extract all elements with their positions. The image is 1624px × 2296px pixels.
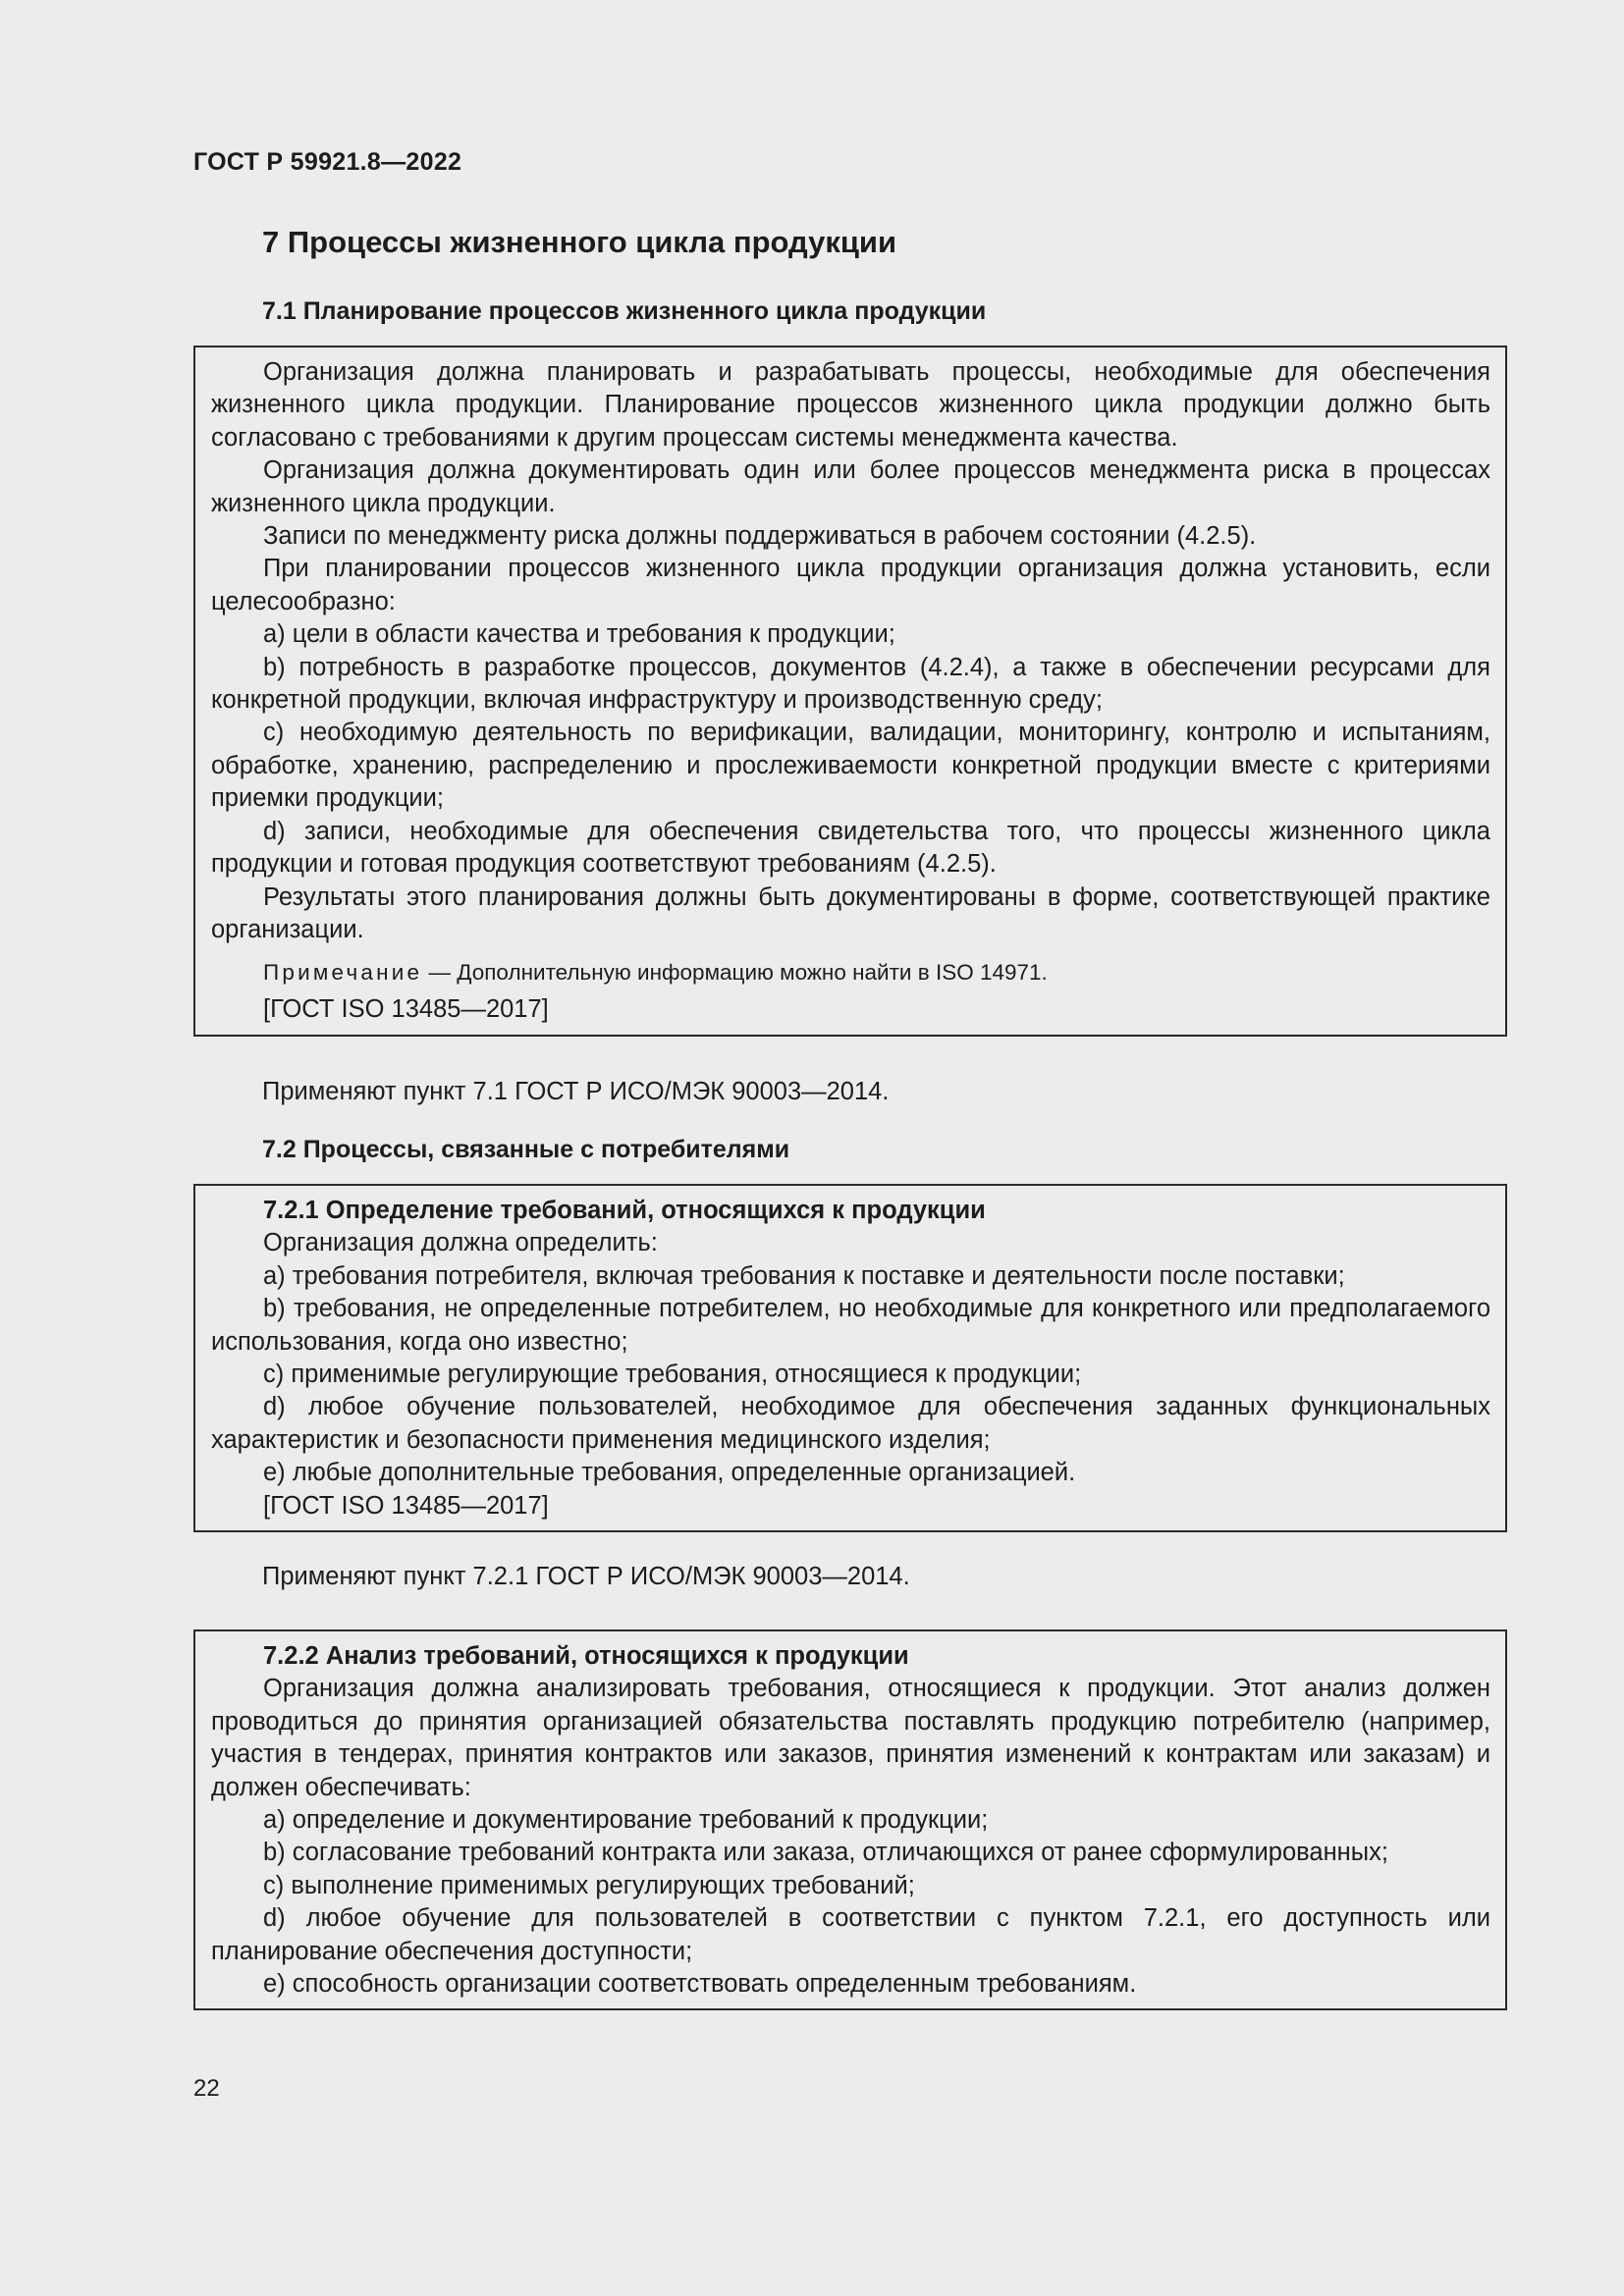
document-code-header: ГОСТ Р 59921.8—2022	[193, 148, 462, 176]
note-text: — Дополнительную информацию можно найти в ISO 14971.	[422, 960, 1048, 986]
list-item: e) любые дополнительные требования, определенные организацией.	[263, 1459, 1076, 1487]
quote-box-7-1	[193, 346, 1507, 1037]
paragraph: Организация должна определить:	[263, 1229, 658, 1257]
page-number: 22	[193, 2075, 220, 2102]
section-7-title: 7 Процессы жизненного цикла продукции	[262, 225, 897, 259]
list-item: c) необходимую деятельность по верификации, валидации, мониторингу, контролю и испытаниям, обработке, хранению, распределению и прослеживаемости конкретной продукции вместе с критериями приемки продукции;	[211, 719, 1490, 813]
paragraph: Организация должна анализировать требования, относящиеся к продукции. Этот анализ должен проводиться до принятия организацией обязательства поставлять продукцию потребителю (например, участия в тендерах, принятия контрактов или заказов, принятия изменений к контрактам или заказам) и должен обеспечивать:	[211, 1675, 1490, 1801]
paragraph: Результаты этого планирования должны быть документированы в форме, соответствующей практике организации.	[211, 882, 1490, 943]
list-item: d) записи, необходимые для обеспечения свидетельства того, что процессы жизненного цикла продукции и готовая продукция соответствуют требованиям (4.2.5).	[211, 817, 1490, 879]
list-item: a) определение и документирование требований к продукции;	[263, 1806, 989, 1835]
list-item: c) применимые регулирующие требования, относящиеся к продукции;	[263, 1361, 1082, 1389]
section-7-2-title: 7.2 Процессы, связанные с потребителями	[262, 1136, 790, 1163]
list-item: c) выполнение применимых регулирующих требований;	[263, 1871, 915, 1899]
applies-statement-7-1: Применяют пункт 7.1 ГОСТ Р ИСО/МЭК 90003—2014.	[262, 1078, 890, 1105]
section-7-1-title: 7.1 Планирование процессов жизненного цикла продукции	[262, 297, 987, 325]
applies-statement-7-2-1: Применяют пункт 7.2.1 ГОСТ Р ИСО/МЭК 90003—2014.	[262, 1563, 910, 1590]
source-reference: [ГОСТ ISO 13485—2017]	[263, 1491, 549, 1520]
note-label: Примечание	[263, 960, 423, 986]
subsection-7-2-1-title: 7.2.1 Определение требований, относящихся к продукции	[263, 1197, 986, 1224]
list-item: a) требования потребителя, включая требования к поставке и деятельности после поставки;	[263, 1261, 1345, 1290]
paragraph: Организация должна планировать и разрабатывать процессы, необходимые для обеспечения жизненного цикла продукции. Планирование процессов жизненного цикла продукции должно быть согласовано с требованиями к другим процессам системы менеджмента качества.	[211, 358, 1490, 452]
quote-box-7-2-1	[193, 1184, 1507, 1532]
paragraph: Организация должна документировать один или более процессов менеджмента риска в процессах жизненного цикла продукции.	[211, 456, 1490, 517]
list-item: a) цели в области качества и требования к продукции;	[263, 620, 895, 649]
list-item: e) способность организации соответствовать определенным требованиям.	[263, 1970, 1137, 1999]
list-item: d) любое обучение для пользователей в соответствии с пунктом 7.2.1, его доступность или планирование обеспечения доступности;	[211, 1904, 1490, 1965]
list-item: b) требования, не определенные потребителем, но необходимые для конкретного или предполагаемого использования, когда оно известно;	[211, 1295, 1490, 1356]
list-item: d) любое обучение пользователей, необходимое для обеспечения заданных функциональных характеристик и безопасности применения медицинского изделия;	[211, 1393, 1490, 1454]
list-item: b) согласование требований контракта или заказа, отличающихся от ранее сформулированных;	[263, 1839, 1388, 1867]
list-item: b) потребность в разработке процессов, документов (4.2.4), а также в обеспечении ресурсами для конкретной продукции, включая инфраструктуру и производственную среду;	[211, 653, 1490, 715]
paragraph: При планировании процессов жизненного цикла продукции организация должна установить, если целесообразно:	[211, 555, 1490, 615]
quote-box-7-2-2	[193, 1629, 1507, 2010]
subsection-7-2-2-title: 7.2.2 Анализ требований, относящихся к продукции	[263, 1642, 909, 1670]
note	[211, 958, 1490, 988]
source-reference: [ГОСТ ISO 13485—2017]	[263, 995, 549, 1024]
paragraph: Записи по менеджменту риска должны поддерживаться в рабочем состоянии (4.2.5).	[263, 522, 1257, 551]
